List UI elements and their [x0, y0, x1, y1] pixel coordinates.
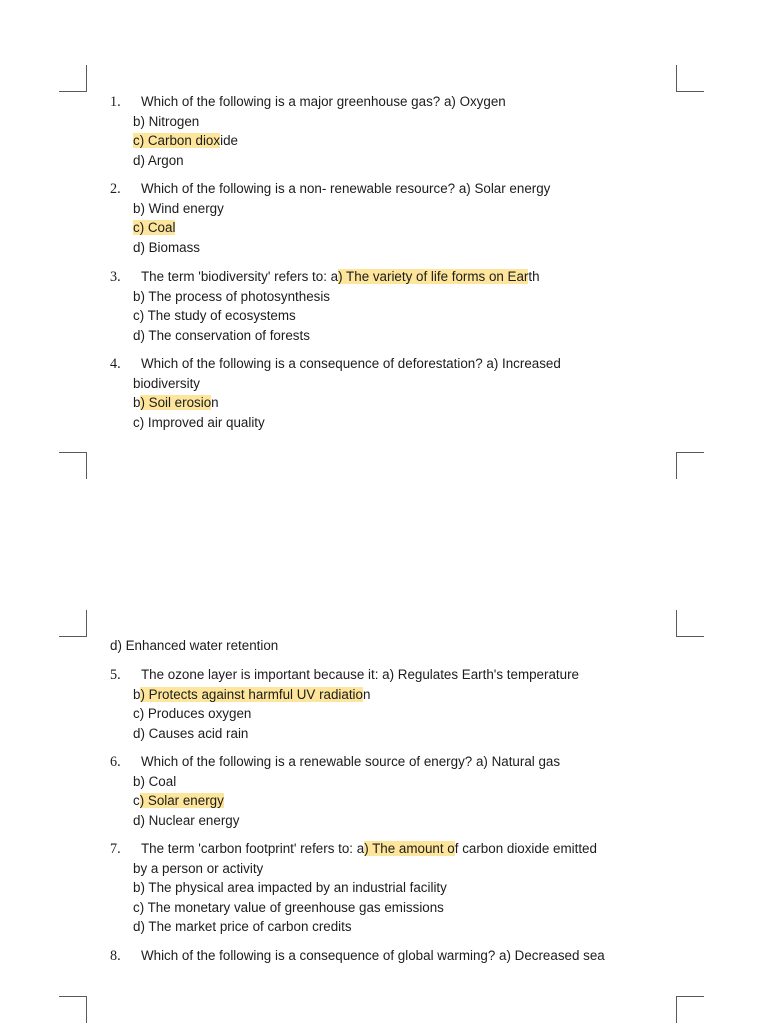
highlighted-answer: ) Solar energy: [139, 793, 224, 808]
highlighted-answer: ) Protects against harmful UV radiatio: [140, 686, 363, 702]
question-number: 8.: [110, 948, 121, 964]
highlighted-answer: c) Coal: [133, 220, 176, 235]
answer-option: [133, 113, 199, 131]
question-text: [141, 180, 550, 198]
text-segment: d) Biomass: [133, 239, 200, 255]
text-segment: d) The market price of carbon credits: [133, 919, 352, 934]
answer-option: [133, 879, 447, 897]
highlighted-answer: ) The amount o: [364, 841, 455, 856]
crop-mark-bottom-right: [676, 452, 704, 479]
text-segment: The ozone layer is important because it: a) Regulates Earth's temperature: [141, 667, 579, 682]
text-segment: c) Improved air quality: [133, 414, 265, 430]
answer-option: [133, 152, 184, 170]
answer-option: [133, 705, 251, 723]
answer-option: [133, 686, 370, 704]
answer-option: [133, 918, 352, 936]
answer-option: [133, 860, 263, 878]
text-segment: n: [211, 395, 219, 410]
text-segment: b) The physical area impacted by an industrial facility: [133, 880, 447, 895]
text-segment: f carbon dioxide emitted: [454, 841, 597, 856]
question-number: 2.: [110, 181, 121, 197]
question-text: [141, 753, 560, 771]
highlighted-answer: ) Soil erosio: [140, 395, 212, 410]
text-segment: ide: [220, 133, 238, 148]
answer-option: [110, 637, 278, 655]
crop-mark-bottom-left: [59, 996, 87, 1023]
text-segment: b: [133, 686, 141, 702]
answer-option: [133, 219, 175, 237]
answer-option: [133, 792, 224, 810]
text-segment: n: [362, 686, 371, 702]
text-segment: c) Produces oxygen: [133, 706, 252, 721]
answer-option: [133, 375, 200, 393]
highlighted-answer: ) The variety of life forms on Ear: [338, 269, 529, 284]
question-text: [141, 268, 540, 286]
text-segment: c) The study of ecosystems: [133, 308, 296, 323]
answer-option: [133, 239, 200, 257]
text-segment: b: [133, 395, 141, 410]
text-segment: Which of the following is a consequence of deforestation? a) Increased: [141, 356, 561, 371]
text-segment: The term 'biodiversity' refers to: a: [141, 269, 339, 284]
text-segment: d) Argon: [133, 152, 184, 168]
question-number: 5.: [110, 667, 121, 683]
text-segment: biodiversity: [133, 375, 200, 391]
crop-mark-top-right: [676, 610, 704, 637]
text-segment: by a person or activity: [133, 860, 264, 876]
answer-option: [133, 899, 444, 917]
text-segment: b) Coal: [133, 773, 177, 789]
text-segment: Which of the following is a consequence of global warming? a) Decreased sea: [141, 948, 605, 963]
question-number: 1.: [110, 94, 121, 110]
answer-option: [133, 725, 248, 743]
text-segment: b) The process of photosynthesis: [133, 288, 331, 304]
question-text: [141, 355, 561, 373]
question-number: 4.: [110, 356, 121, 372]
question-text: [141, 840, 597, 858]
text-segment: d) Enhanced water retention: [110, 638, 279, 653]
answer-option: [133, 288, 330, 306]
question-text: [141, 666, 579, 684]
text-segment: b) Nitrogen: [133, 113, 200, 129]
answer-option: [133, 812, 239, 830]
answer-option: [133, 394, 219, 412]
question-number: 6.: [110, 754, 121, 770]
question-number: 3.: [110, 269, 121, 285]
question-text: [141, 93, 506, 111]
text-segment: c: [133, 793, 140, 808]
text-segment: d) The conservation of forests: [133, 327, 310, 343]
answer-option: [133, 200, 224, 218]
question-text: [141, 947, 605, 965]
answer-option: [133, 773, 176, 791]
question-number: 7.: [110, 841, 121, 857]
answer-option: [133, 414, 265, 432]
text-segment: Which of the following is a major greenhouse gas? a) Oxygen: [141, 94, 506, 109]
crop-mark-top-left: [59, 65, 87, 92]
answer-option: [133, 132, 238, 150]
crop-mark-bottom-right: [676, 996, 704, 1023]
highlighted-answer: c) Carbon diox: [133, 133, 221, 148]
text-segment: b) Wind energy: [133, 200, 224, 216]
text-segment: The term 'carbon footprint' refers to: a: [141, 841, 365, 856]
answer-option: [133, 327, 310, 345]
answer-option: [133, 307, 296, 325]
crop-mark-top-right: [676, 65, 704, 92]
text-segment: Which of the following is a renewable source of energy? a) Natural gas: [141, 754, 561, 769]
text-segment: th: [528, 269, 540, 284]
crop-mark-bottom-left: [59, 452, 87, 479]
text-segment: Which of the following is a non- renewable resource? a) Solar energy: [141, 181, 551, 196]
text-segment: c) The monetary value of greenhouse gas emissions: [133, 899, 444, 915]
text-segment: d) Causes acid rain: [133, 725, 249, 741]
text-segment: d) Nuclear energy: [133, 812, 240, 828]
crop-mark-top-left: [59, 610, 87, 637]
